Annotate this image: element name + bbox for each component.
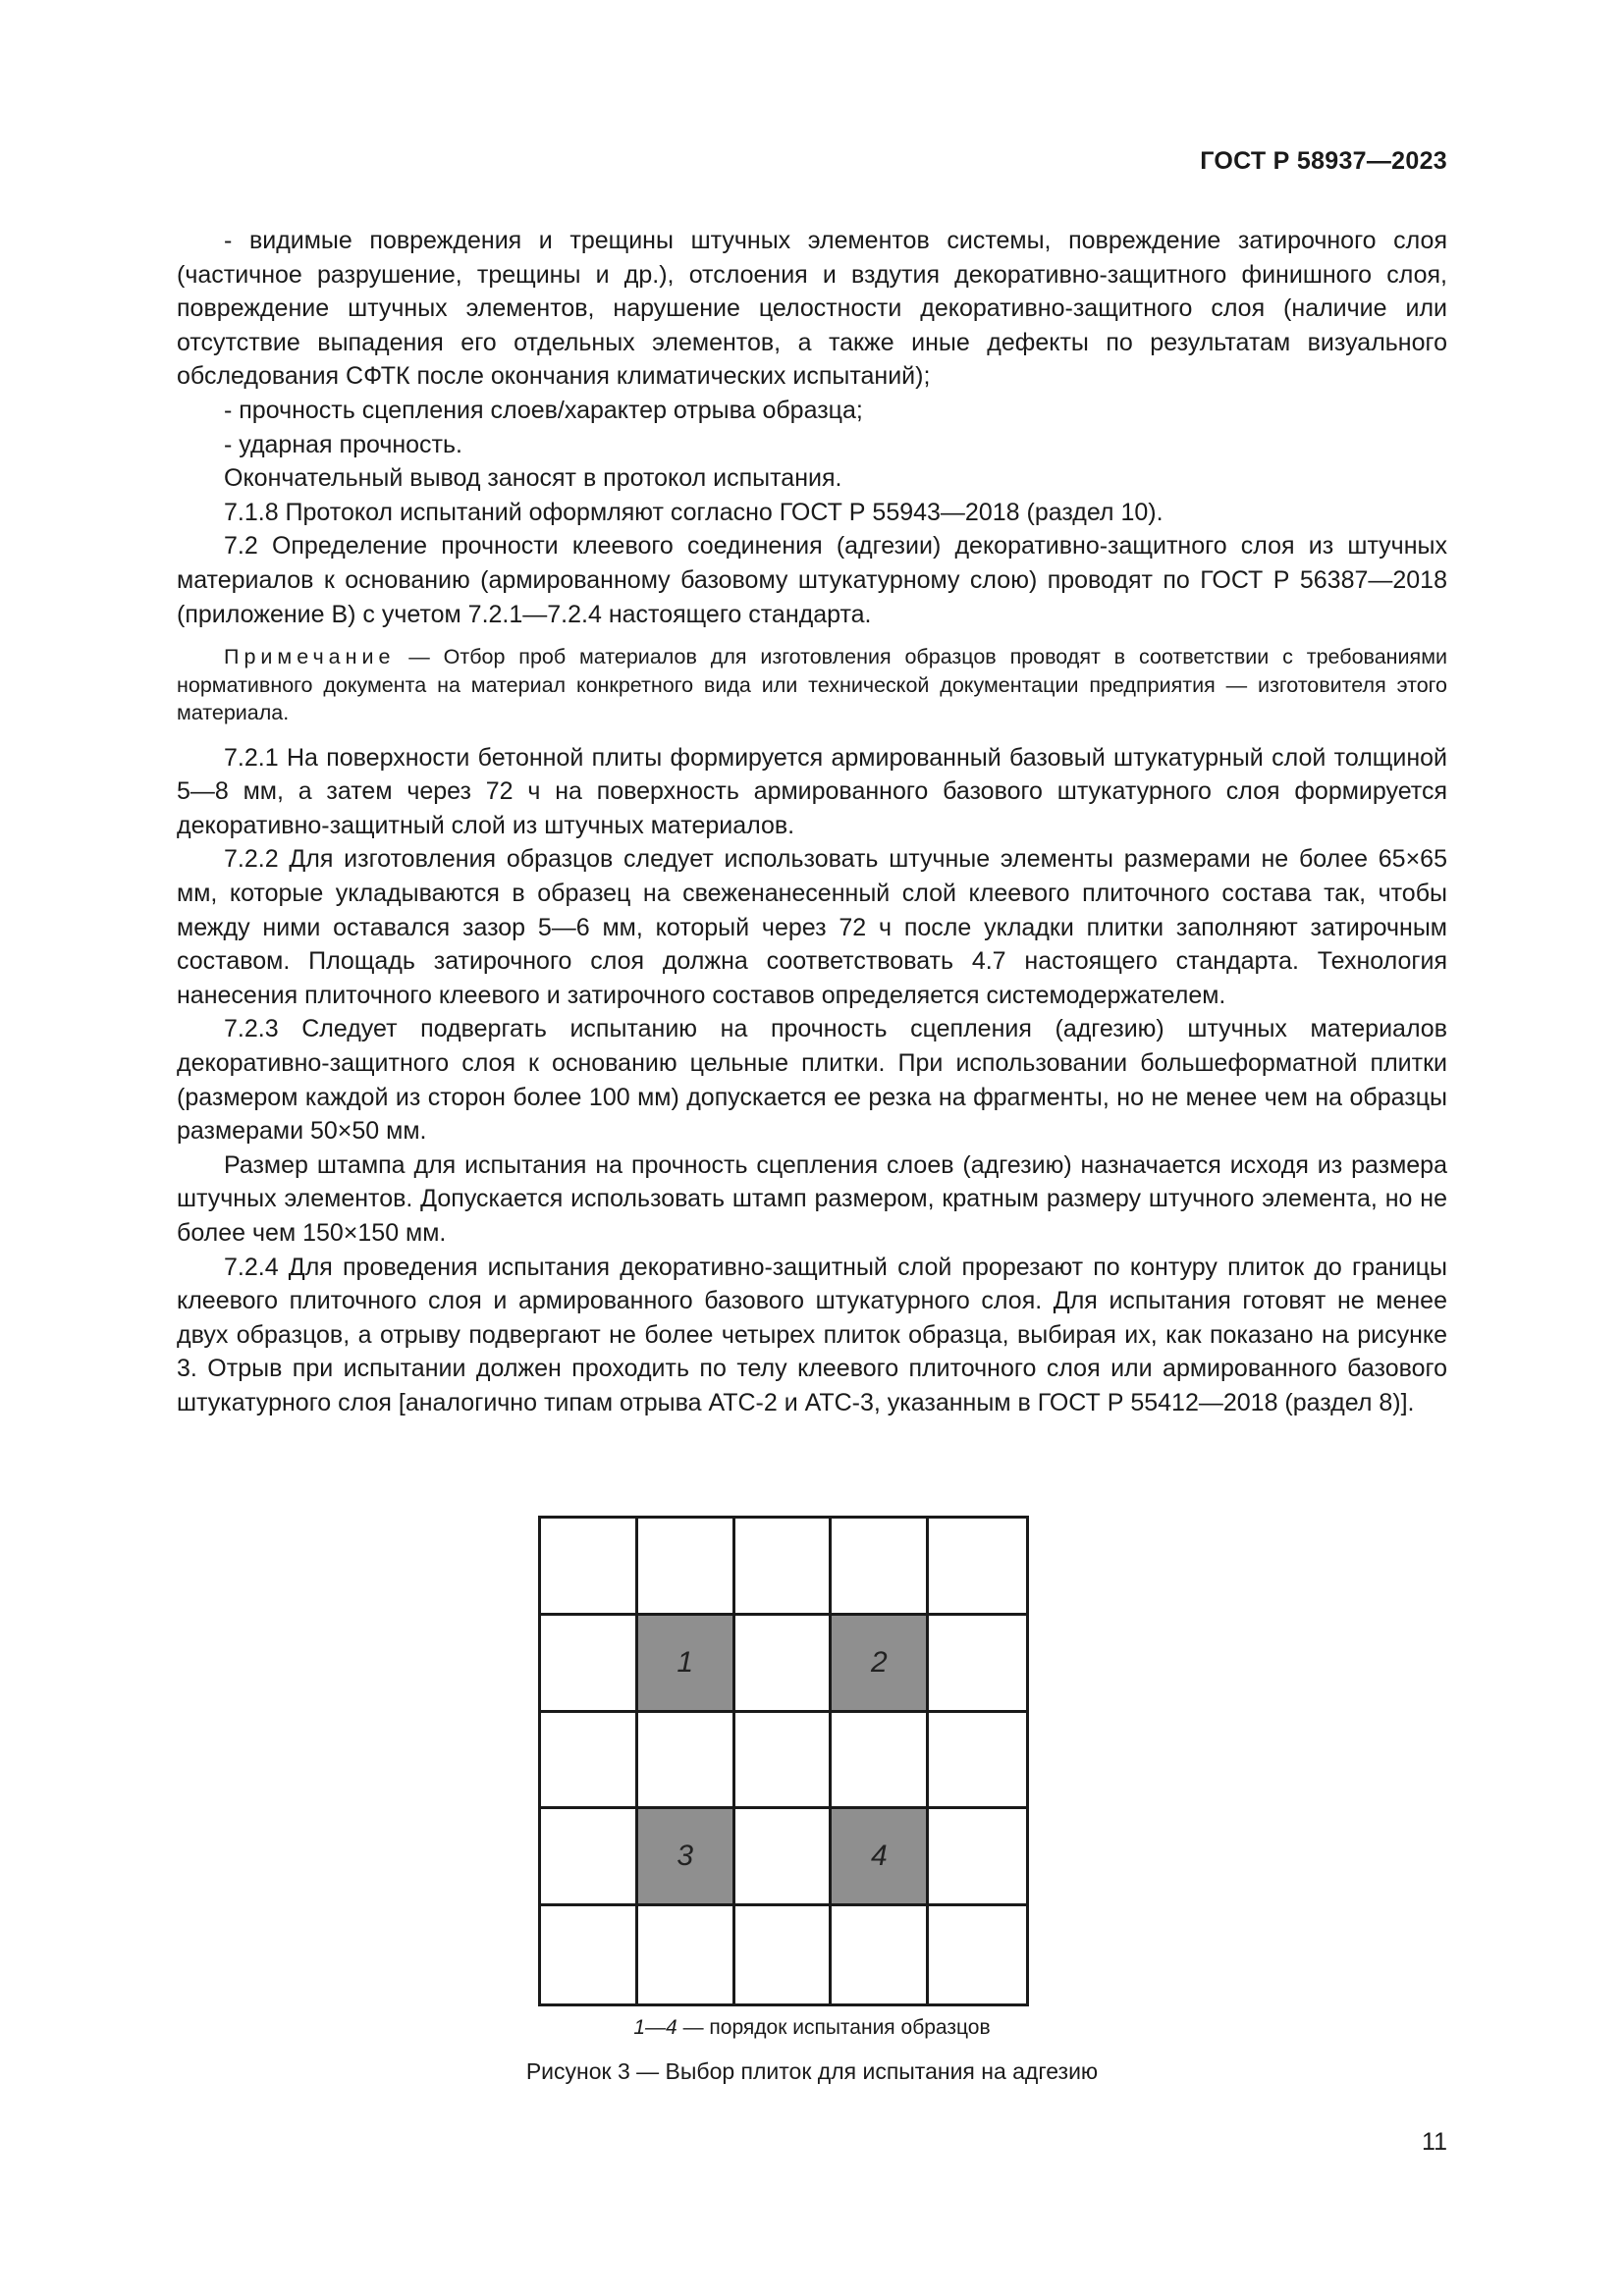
grid-cell (929, 1906, 1026, 2003)
paragraph: 7.2.4 Для проведения испытания декоративно-защитный слой прорезают по контуру плиток до границы клеевого плиточного слоя и армированного базового штукатурного слоя. Для испытания готовят не менее двух образцов, а отрыву подвергают не более четырех плиток образца, выбирая их, как показано на рисунке 3. Отрыв при испытании должен проходить по телу клеевого плиточного слоя или армированного базового штукатурного слоя [аналогично типам отрыва АТС-2 и АТС-3, указанным в ГОСТ Р 55412—2018 (раздел 8)]. (177, 1253, 1447, 1416)
paragraph: - видимые повреждения и трещины штучных элементов системы, повреждение затирочного слоя (частичное разрушение, трещины и др.), отслоения и вздутия декоративно-защитного финишного слоя, повреждение штучных элементов, нарушение целостности декоративно-защитного слоя (наличие или отсутствие выпадения его отдельных элементов, а также иные дефекты по результатам визуального обследования СФТК после окончания климатических испытаний); (177, 227, 1447, 391)
grid-cell (832, 1519, 929, 1616)
tested-tile-3: 3 (638, 1809, 735, 1906)
tested-tile-1: 1 (638, 1616, 735, 1713)
page-number: 11 (1422, 2128, 1447, 2156)
grid-cell (638, 1906, 735, 2003)
grid-cell (735, 1713, 833, 1810)
tested-tile-2: 2 (832, 1616, 929, 1713)
tested-tile-4: 4 (832, 1809, 929, 1906)
grid-cell (735, 1616, 833, 1713)
grid-cell (638, 1519, 735, 1616)
note-text: — Отбор проб материалов для изготовления образцов проводят в соответствии с требованиями нормативного документа на материал конкретного вида или технической документации предприятия — изготовителя этого материала. (177, 645, 1447, 725)
grid-cell (929, 1809, 1026, 1906)
grid-cell (929, 1519, 1026, 1616)
body-text (177, 224, 1447, 1420)
grid-cell (541, 1519, 638, 1616)
grid-cell (541, 1906, 638, 2003)
grid-cell (638, 1713, 735, 1810)
paragraph: Размер штампа для испытания на прочность сцепления слоев (адгезию) назначается исходя из размера штучных элементов. Допускается использовать штамп размером, кратным размеру штучного элемента, но не более чем 150×150 мм. (177, 1150, 1447, 1247)
legend-text: — порядок испытания образцов (677, 2016, 991, 2039)
tile-grid-figure (538, 1516, 1029, 2006)
figure-legend (0, 2016, 1624, 2040)
grid-cell (832, 1906, 929, 2003)
grid-cell (541, 1809, 638, 1906)
paragraph: 7.2.2 Для изготовления образцов следует использовать штучные элементы размерами не более 65×65 мм, которые укладываются в образец на свеженанесенный слой клеевого плиточного состава так, чтобы между ними оставался зазор 5—6 мм, который через 72 ч после укладки плитки заполняют затирочным составом. Площадь затирочного слоя должна соответствовать 4.7 настоящего стандарта. Технология нанесения плиточного клеевого и затирочного составов определяется системодержателем. (177, 845, 1447, 1009)
grid-cell (735, 1809, 833, 1906)
paragraph: 7.2.1 На поверхности бетонной плиты формируется армированный базовый штукатурный слой толщиной 5—8 мм, а затем через 72 ч на поверхность армированного базового штукатурного слоя формируется декоративно-защитный слой из штучных материалов. (177, 743, 1447, 839)
grid-cell (541, 1616, 638, 1713)
legend-range: 1—4 (633, 2016, 677, 2039)
paragraph: 7.2.3 Следует подвергать испытанию на прочность сцепления (адгезию) штучных материалов декоративно-защитного слоя к основанию цельные плитки. При использовании большеформатной плитки (размером каждой из сторон более 100 мм) допускается ее резка на фрагменты, но не менее чем на образцы размерами 50×50 мм. (177, 1015, 1447, 1146)
paragraph: - прочность сцепления слоев/характер отрыва образца; (224, 396, 863, 424)
paragraph: Окончательный вывод заносят в протокол испытания. (224, 464, 842, 493)
note (177, 643, 1447, 727)
paragraph: 7.2 Определение прочности клеевого соединения (адгезии) декоративно-защитного слоя из штучных материалов к основанию (армированному базовому штукатурному слою) проводят по ГОСТ Р 56387—2018 (приложение В) с учетом 7.2.1—7.2.4 настоящего стандарта. (177, 532, 1447, 628)
grid-cell (832, 1713, 929, 1810)
paragraph: 7.1.8 Протокол испытаний оформляют согласно ГОСТ Р 55943—2018 (раздел 10). (224, 498, 1164, 526)
figure-caption: Рисунок 3 — Выбор плиток для испытания на адгезию (525, 2058, 1099, 2084)
note-label: Примечание (224, 645, 396, 669)
grid-cell (929, 1616, 1026, 1713)
grid-cell (735, 1906, 833, 2003)
paragraph: - ударная прочность. (224, 430, 462, 458)
grid-cell (929, 1713, 1026, 1810)
grid-cell (735, 1519, 833, 1616)
document-code: ГОСТ Р 58937—2023 (1200, 147, 1447, 175)
grid-cell (541, 1713, 638, 1810)
